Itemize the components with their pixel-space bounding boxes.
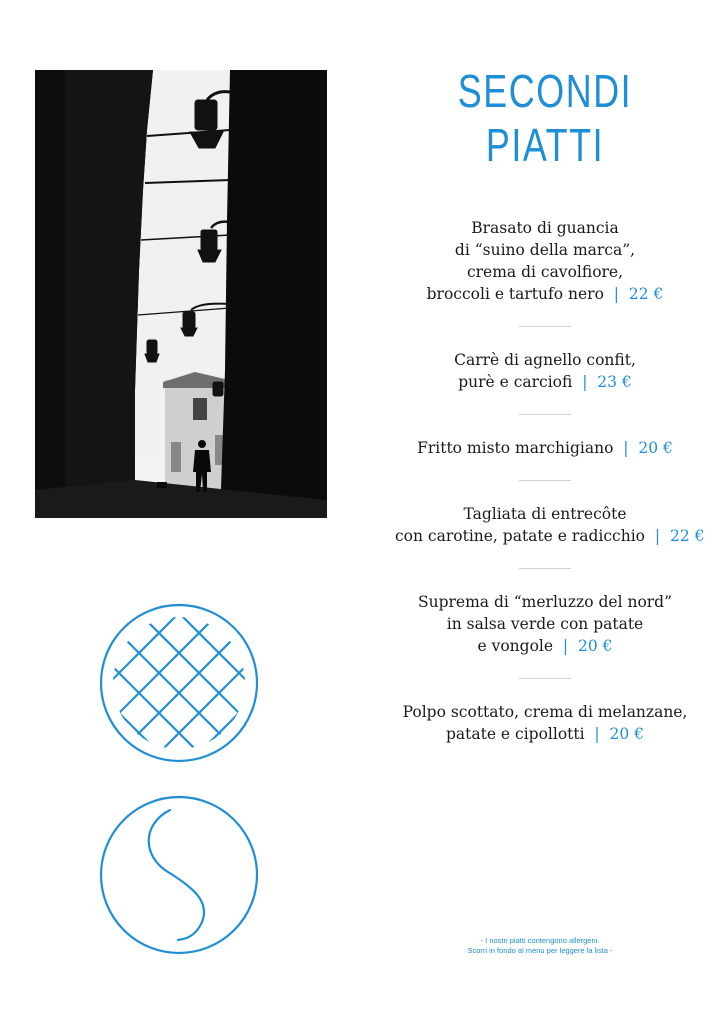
allergen-note-line: Scorri in fondo al menu per leggere la lista - xyxy=(467,946,613,955)
dish-price: 23 € xyxy=(597,373,632,391)
alley-photo xyxy=(35,70,327,518)
dish-line-last xyxy=(395,723,695,745)
dish-price: 20 € xyxy=(577,637,613,655)
separator xyxy=(519,480,571,481)
waffle-grid-emblem-icon xyxy=(98,602,260,764)
separator xyxy=(519,678,571,679)
separator xyxy=(519,326,571,327)
dish-line-last xyxy=(395,371,695,393)
dish-line: Carrè di agnello confit, xyxy=(454,351,636,369)
dish-line: Suprema di “merluzzo del nord” xyxy=(417,593,673,611)
dish-price: 20 € xyxy=(638,439,673,457)
dish-line-last xyxy=(395,437,695,459)
dish-line-last xyxy=(395,525,705,547)
dish-price: 22 € xyxy=(669,527,705,545)
price-separator: | xyxy=(572,373,598,391)
price-separator: | xyxy=(584,725,610,743)
price-separator: | xyxy=(553,637,578,655)
wave-emblem-icon xyxy=(98,794,260,956)
dish-line-text: purè e carciofi xyxy=(458,373,573,391)
dish-item xyxy=(395,591,695,657)
dish-line-text: patate e cipollotti xyxy=(445,725,585,743)
page-title: SECONDI PIATTI xyxy=(457,65,633,171)
dish-line: in salsa verde con patate xyxy=(446,615,644,633)
dish-line-last xyxy=(395,635,695,657)
dish-item xyxy=(395,701,695,745)
dish-item xyxy=(395,349,695,393)
dish-item xyxy=(395,217,695,305)
dish-item xyxy=(395,503,705,547)
price-separator: | xyxy=(613,439,639,457)
separator xyxy=(519,568,571,569)
allergen-note-line: - I nostri piatti contengono allergeni. xyxy=(480,936,600,945)
dish-line: Tagliata di entrecôte xyxy=(463,505,627,523)
dish-line-text: broccoli e tartufo nero xyxy=(426,285,604,303)
dish-line: crema di cavolfiore, xyxy=(466,263,624,281)
dish-line-text: Fritto misto marchigiano xyxy=(417,439,614,457)
dish-line: di “suino della marca”, xyxy=(454,241,636,259)
dish-line-text: e vongole xyxy=(477,637,554,655)
dish-line-text: con carotine, patate e radicchio xyxy=(395,527,646,545)
allergen-note xyxy=(440,936,640,956)
separator xyxy=(519,414,571,415)
dish-price: 20 € xyxy=(609,725,645,743)
dish-item xyxy=(395,437,695,459)
dish-line: Brasato di guancia xyxy=(471,219,619,237)
dish-list xyxy=(395,217,705,745)
dish-price: 22 € xyxy=(628,285,664,303)
dish-line: Polpo scottato, crema di melanzane, xyxy=(402,703,688,721)
dish-line-last xyxy=(395,283,695,305)
price-separator: | xyxy=(645,527,670,545)
price-separator: | xyxy=(603,285,629,303)
